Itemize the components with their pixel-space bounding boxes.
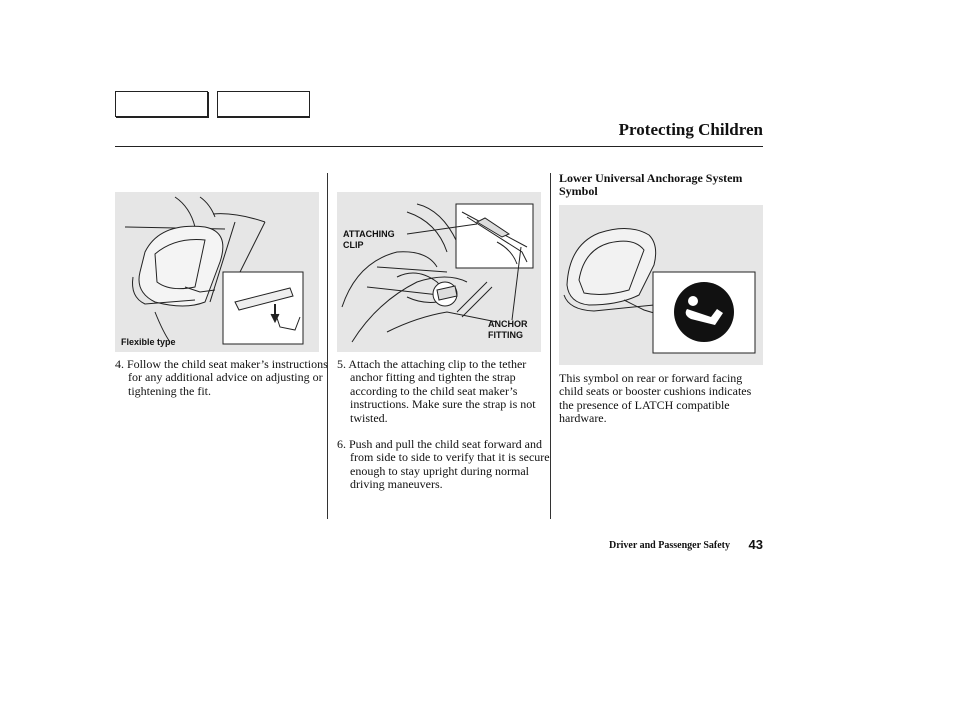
column-divider-1 [327, 173, 328, 519]
figure-latch-symbol [559, 205, 763, 365]
figure-tether-anchor [337, 192, 541, 352]
label-anchor-line-1: ANCHOR [488, 319, 528, 329]
step-4-text: 4. Follow the child seat maker’s instructions for any additional advice on adjusting or tightening the fit. [115, 357, 328, 398]
label-attaching-line-2: CLIP [343, 240, 364, 250]
label-anchor-fitting [488, 319, 528, 341]
page-number: 43 [748, 537, 763, 552]
label-attaching-clip [343, 229, 395, 251]
nav-box-1[interactable] [115, 91, 208, 117]
latch-seat-illustration [559, 205, 763, 365]
figure-flexible-type [115, 192, 319, 352]
latch-description: This symbol on rear or forward facing child seats or booster cushions indicates the presence of LATCH compatible hardware. [559, 371, 752, 426]
title-rule [115, 146, 763, 147]
page-title: Protecting Children [618, 120, 763, 139]
step-5-text: 5. Attach the attaching clip to the tether anchor fitting and tighten the strap according to the child seat maker’s instructions. Make sure the strap is not twisted. [337, 357, 536, 425]
figure-caption: Flexible type [121, 337, 176, 347]
child-seat-illustration [115, 192, 319, 352]
footer-section-title: Driver and Passenger Safety [608, 540, 730, 551]
label-anchor-line-2: FITTING [488, 330, 523, 340]
label-attaching-line-1: ATTACHING [343, 229, 395, 239]
latch-symbol-icon [674, 282, 734, 342]
step-6-text: 6. Push and pull the child seat forward and from side to side to verify that it is secure enough to stay upright during normal driving maneuvers. [337, 437, 550, 492]
section-heading: Lower Universal Anchorage System Symbol [559, 171, 743, 199]
nav-box-2[interactable] [217, 91, 310, 118]
